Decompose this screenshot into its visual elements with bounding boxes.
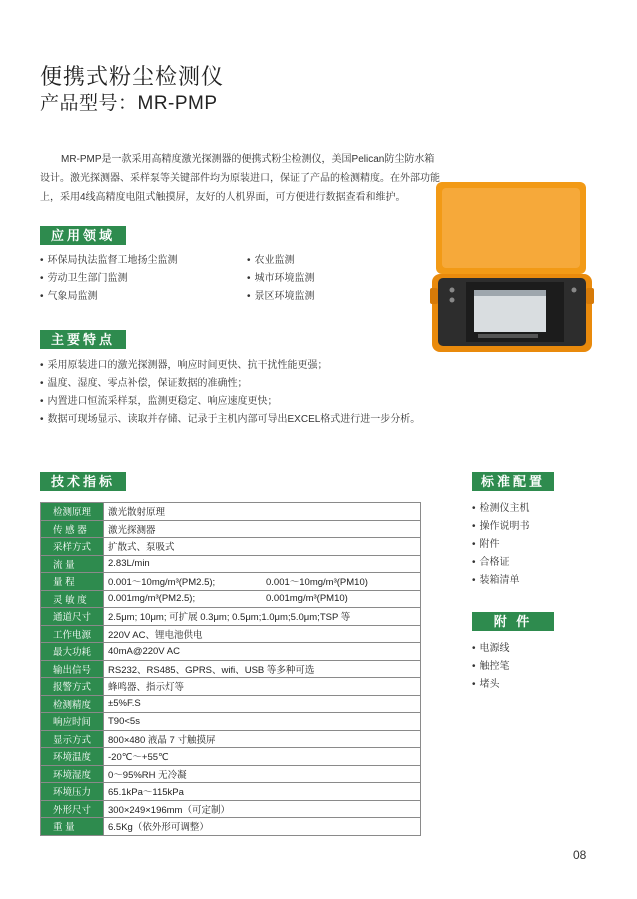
- standard-list: [472, 500, 530, 590]
- spec-value-text-2: 0.001～10mg/m³(PM10): [266, 577, 368, 589]
- features-list: [40, 357, 420, 429]
- table-row: [41, 660, 421, 678]
- spec-key: 环境温度: [41, 748, 104, 766]
- spec-key: 重 量: [41, 818, 104, 836]
- spec-value: [104, 643, 421, 661]
- spec-key: 灵 敏 度: [41, 590, 104, 608]
- spec-value: [104, 765, 421, 783]
- spec-key: 显示方式: [41, 730, 104, 748]
- table-row: [41, 573, 421, 591]
- table-row: [41, 590, 421, 608]
- spec-key: 外形尺寸: [41, 800, 104, 818]
- spec-value: [104, 590, 421, 608]
- spec-value: [104, 695, 421, 713]
- list-item: • 附件: [472, 536, 530, 554]
- spec-key: 检测原理: [41, 503, 104, 521]
- spec-key: 环境湿度: [41, 765, 104, 783]
- spec-value-text: 300×249×196mm（可定制）: [108, 804, 230, 816]
- list-item: • 农业监测: [247, 252, 315, 270]
- spec-key: 检测精度: [41, 695, 104, 713]
- spec-key: 环境压力: [41, 783, 104, 801]
- spec-value-text: 65.1kPa～115kPa: [108, 787, 184, 799]
- features-heading: 主要特点: [40, 330, 126, 349]
- table-row: [41, 695, 421, 713]
- list-item: • 内置进口恒流采样泵，监测更稳定、响应速度更快；: [40, 393, 420, 411]
- spec-value: [104, 538, 421, 556]
- spec-key: 流 量: [41, 555, 104, 573]
- spec-key: 输出信号: [41, 660, 104, 678]
- page-number: 08: [573, 848, 587, 862]
- list-item: • 采用原装进口的激光探测器，响应时间更快、抗干扰性能更强；: [40, 357, 420, 375]
- spec-value-text: 2.83L/min: [108, 558, 150, 570]
- list-item: • 检测仪主机: [472, 500, 530, 518]
- table-row: [41, 678, 421, 696]
- table-row: [41, 730, 421, 748]
- spec-key: 报警方式: [41, 678, 104, 696]
- table-row: [41, 765, 421, 783]
- spec-value-text: 6.5Kg（依外形可调整）: [108, 822, 209, 834]
- list-item: • 城市环境监测: [247, 270, 315, 288]
- spec-value: [104, 818, 421, 836]
- list-item: • 景区环境监测: [247, 288, 315, 306]
- spec-key: 响应时间: [41, 713, 104, 731]
- spec-key: 传 感 器: [41, 520, 104, 538]
- spec-value: [104, 730, 421, 748]
- spec-value: [104, 573, 421, 591]
- table-row: [41, 800, 421, 818]
- spec-value-text: 激光散射原理: [108, 507, 166, 519]
- accessories-heading: 附 件: [472, 612, 554, 631]
- standard-heading: 标准配置: [472, 472, 554, 491]
- accessories-list: [472, 640, 510, 694]
- spec-value-text: T90<5s: [108, 715, 140, 727]
- spec-value: [104, 625, 421, 643]
- list-item: • 劳动卫生部门监测: [40, 270, 178, 288]
- list-item: • 气象局监测: [40, 288, 178, 306]
- list-item: • 环保局执法监督工地扬尘监测: [40, 252, 178, 270]
- spec-value: [104, 748, 421, 766]
- spec-value-text: 2.5μm; 10μm; 可扩展 0.3μm; 0.5μm;1.0μm;5.0μm;TSP 等: [108, 612, 351, 624]
- table-row: [41, 818, 421, 836]
- list-item: • 装箱清单: [472, 572, 530, 590]
- spec-value: [104, 678, 421, 696]
- spec-key: 采样方式: [41, 538, 104, 556]
- table-row: [41, 608, 421, 626]
- table-row: [41, 503, 421, 521]
- spec-value-text: 40mA@220V AC: [108, 645, 180, 657]
- list-item: • 操作说明书: [472, 518, 530, 536]
- table-row: [41, 520, 421, 538]
- spec-value-text-2: 0.001mg/m³(PM10): [266, 593, 348, 605]
- spec-value-text: RS232、RS485、GPRS、wifi、USB 等多种可选: [108, 664, 315, 676]
- spec-key: 通道尺寸: [41, 608, 104, 626]
- spec-value-text: -20℃～+55℃: [108, 752, 169, 764]
- spec-key: 工作电源: [41, 625, 104, 643]
- list-item: • 触控笔: [472, 658, 510, 676]
- spec-value-text: 扩散式、泵吸式: [108, 542, 175, 554]
- list-item: • 温度、湿度、零点补偿，保证数据的准确性；: [40, 375, 420, 393]
- list-item: • 数据可现场显示、读取并存储、记录于主机内部可导出EXCEL格式进行进一步分析。: [40, 411, 420, 429]
- device-image: [428, 178, 598, 358]
- spec-value: [104, 520, 421, 538]
- table-row: [41, 555, 421, 573]
- spec-value-text: ±5%F.S: [108, 698, 141, 710]
- spec-value: [104, 660, 421, 678]
- spec-value-text: 220V AC、锂电池供电: [108, 629, 203, 641]
- product-title: 便携式粉尘检测仪: [40, 64, 225, 89]
- table-row: [41, 713, 421, 731]
- spec-value: [104, 783, 421, 801]
- table-row: [41, 748, 421, 766]
- spec-value: [104, 555, 421, 573]
- list-item: • 电源线: [472, 640, 510, 658]
- spec-value: [104, 503, 421, 521]
- spec-key: 最大功耗: [41, 643, 104, 661]
- spec-value: [104, 713, 421, 731]
- table-row: [41, 783, 421, 801]
- table-row: [41, 625, 421, 643]
- table-row: [41, 538, 421, 556]
- spec-table: [40, 502, 421, 836]
- applications-list-right: [247, 252, 315, 306]
- spec-value-text: 0.001～10mg/m³(PM2.5);: [108, 577, 216, 589]
- specs-heading: 技术指标: [40, 472, 126, 491]
- list-item: • 合格证: [472, 554, 530, 572]
- list-item: • 堵头: [472, 676, 510, 694]
- spec-key: 量 程: [41, 573, 104, 591]
- spec-value-text: 0～95%RH 无冷凝: [108, 769, 187, 781]
- spec-value-text: 0.001mg/m³(PM2.5);: [108, 593, 196, 605]
- spec-value: [104, 608, 421, 626]
- product-model: 产品型号：MR-PMP: [40, 93, 218, 114]
- applications-list-left: [40, 252, 178, 306]
- applications-heading: 应用领域: [40, 226, 126, 245]
- table-row: [41, 643, 421, 661]
- intro-paragraph: MR-PMP是一款采用高精度激光探测器的便携式粉尘检测仪，美国Pelican防尘防水箱设计。激光探测器、采样泵等关键部件均为原装进口，保证了产品的检测精度。在外部功能上，采用4线高精度电阻式触摸屏，友好的人机界面，可方便进行数据查看和维护。: [40, 154, 440, 203]
- spec-value: [104, 800, 421, 818]
- spec-value-text: 800×480 液晶 7 寸触摸屏: [108, 734, 216, 746]
- spec-value-text: 蜂鸣器、指示灯等: [108, 682, 185, 694]
- spec-value-text: 激光探测器: [108, 524, 156, 536]
